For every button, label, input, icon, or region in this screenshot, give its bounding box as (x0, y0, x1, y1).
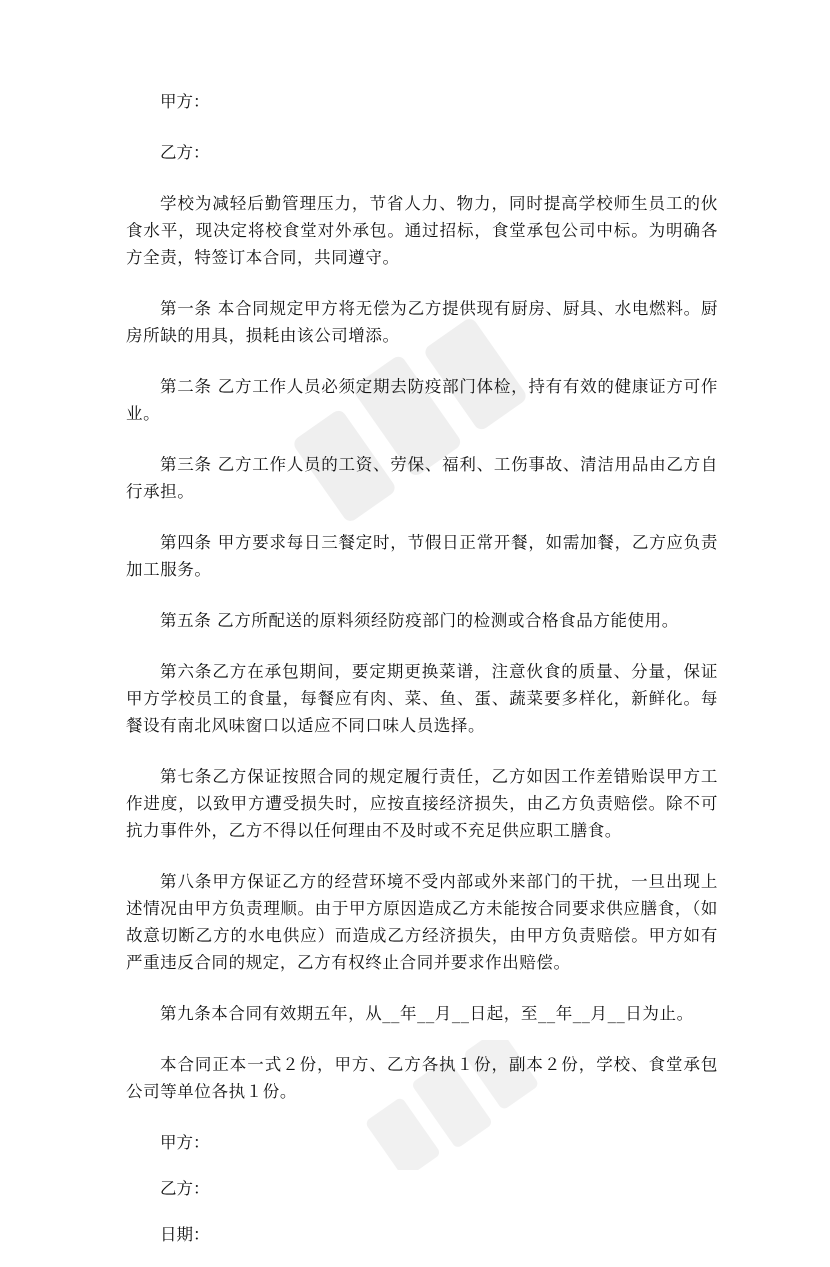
signature-block (126, 1129, 718, 1248)
signature-party-a: 甲方： (160, 1133, 210, 1152)
intro-paragraph: 学校为减轻后勤管理压力，节省人力、物力，同时提高学校师生员工的伙食水平，现决定将校食堂对外承包。通过招标，食堂承包公司中标。为明确各方全责，特签订本合同，共同遵守。 (126, 194, 718, 267)
article-7: 第七条乙方保证按照合同的规定履行责任，乙方如因工作差错贻误甲方工作进度，以致甲方遭受损失时，应按直接经济损失，由乙方负责赔偿。除不可抗力事件外，乙方不得以任何理由不及时或不充足供应职工膳食。 (126, 767, 718, 840)
article-5: 第五条 乙方所配送的原料须经防疫部门的检测或合格食品方能使用。 (160, 611, 679, 630)
contract-body (126, 88, 718, 1267)
article-2: 第二条 乙方工作人员必须定期去防疫部门体检，持有有效的健康证方可作业。 (126, 377, 718, 423)
article-9: 第九条本合同有效期五年，从__年__月__日起，至__年__月__日为止。 (160, 1004, 694, 1023)
article-6: 第六条乙方在承包期间，要定期更换菜谱，注意伙食的质量、分量，保证甲方学校员工的食量，每餐应有肉、菜、鱼、蛋、蔬菜要多样化，新鲜化。每餐设有南北风味窗口以适应不同口味人员选择。 (126, 662, 718, 735)
signature-date: 日期： (160, 1225, 210, 1244)
article-3: 第三条 乙方工作人员的工资、劳保、福利、工伤事故、清洁用品由乙方自行承担。 (126, 455, 718, 501)
article-1: 第一条 本合同规定甲方将无偿为乙方提供现有厨房、厨具、水电燃料。厨房所缺的用具，损耗由该公司增添。 (126, 299, 718, 345)
header-party-a: 甲方： (160, 92, 210, 111)
header-party-b: 乙方： (160, 143, 210, 162)
article-8: 第八条甲方保证乙方的经营环境不受内部或外来部门的干扰，一旦出现上述情况由甲方负责理顺。由于甲方原因造成乙方未能按合同要求供应膳食，（如故意切断乙方的水电供应）而造成乙方经济损失，由甲方负责赔偿。甲方如有严重违反合同的规定，乙方有权终止合同并要求作出赔偿。 (126, 872, 718, 972)
article-4: 第四条 甲方要求每日三餐定时，节假日正常开餐，如需加餐，乙方应负责加工服务。 (126, 533, 718, 579)
copies-paragraph: 本合同正本一式２份，甲方、乙方各执１份，副本２份，学校、食堂承包公司等单位各执１份。 (126, 1055, 718, 1101)
signature-party-b: 乙方： (160, 1179, 210, 1198)
